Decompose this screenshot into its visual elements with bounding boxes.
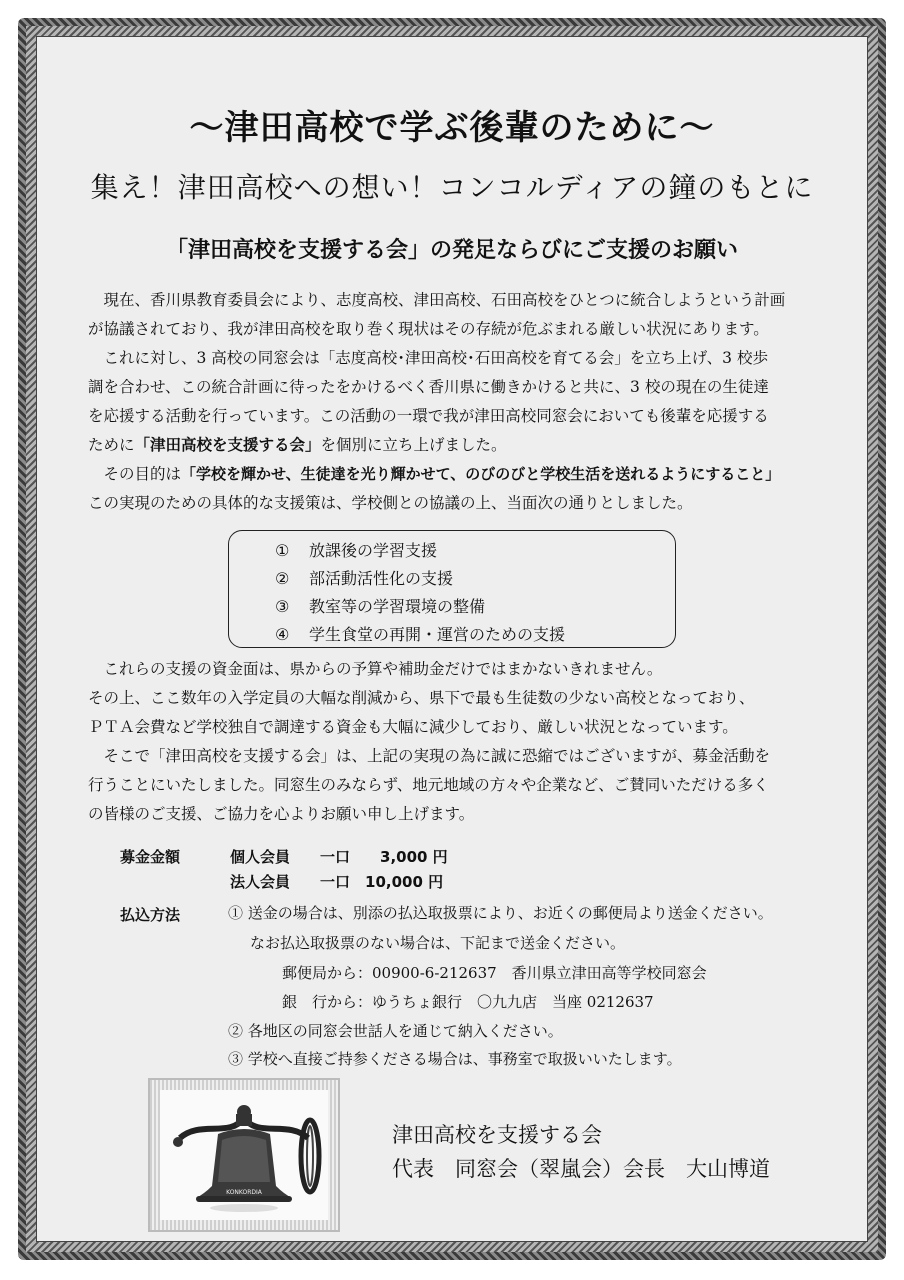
text-line: これらの支援の資金面は、県からの予算や補助金だけではまかないきれません。	[88, 660, 663, 678]
text-segment: を個別に立ち上げました。	[320, 436, 507, 454]
individual-member-fee: 個人会員 一口 3,000 円	[230, 848, 448, 866]
support-measures-box	[228, 530, 676, 648]
text-line: が協議されており、我が津田高校を取り巻く現状はその存続が危ぶまれる厳しい状況にあります。	[88, 320, 769, 338]
measure-number: ②	[275, 569, 290, 588]
measure-number: ④	[275, 625, 290, 644]
payment-line: ① 送金の場合は、別添の払込取扱票により、お近くの郵便局より送金ください。	[228, 904, 773, 922]
purpose-emphasis: 「学校を輝かせ、生徒達を光り輝かせて、のびのびと学校生活を送れるようにすること」	[181, 465, 781, 483]
payment-label: 払込方法	[120, 906, 181, 924]
measure-item	[275, 537, 675, 565]
payment-line: なお払込取扱票のない場合は、下記まで送金ください。	[250, 934, 626, 952]
text-line: 調を合わせ、この統合計画に待ったをかけるべく香川県に働きかけると共に、3 校の現在の生徒達	[88, 378, 769, 396]
text-line: 行うことにいたしました。同窓生のみならず、地元地域の方々や企業など、ご賛同いただける多く	[88, 776, 769, 794]
measure-item	[275, 565, 675, 593]
bell-photo	[160, 1090, 328, 1220]
document-subtitle: 集え！津田高校への想い！コンコルディアの鐘のもとに	[90, 171, 814, 204]
document-title: ～津田高校で学ぶ後輩のために～	[189, 108, 715, 148]
measure-text: 学生食堂の再開・運営のための支援	[309, 625, 566, 644]
payment-line: ② 各地区の同窓会世話人を通じて納入ください。	[228, 1022, 563, 1040]
intro-paragraph	[88, 286, 828, 518]
text-line	[88, 431, 828, 460]
representative-name: 代表 同窓会（翠嵐会）会長 大山博道	[392, 1157, 770, 1181]
bell-photo-frame	[148, 1078, 340, 1232]
postal-account-line: 郵便局から：00900-6-212637 香川県立津田高等学校同窓会	[282, 964, 707, 982]
measure-number: ①	[275, 541, 290, 560]
measure-item	[275, 593, 675, 621]
measure-number: ③	[275, 597, 290, 616]
measure-text: 教室等の学習環境の整備	[309, 597, 486, 616]
text-line: を応援する活動を行っています。この活動の一環で我が津田高校同窓会においても後輩を応援する	[88, 407, 769, 425]
funding-paragraph	[88, 655, 828, 829]
text-line: この実現のための具体的な支援策は、学校側との協議の上、当面次の通りとしました。	[88, 494, 693, 512]
text-line: これに対し、3 高校の同窓会は「志度高校･津田高校･石田高校を育てる会」を立ち上げ、3 校歩	[88, 349, 768, 367]
text-segment: その目的は	[88, 465, 182, 483]
purpose-line	[88, 460, 828, 489]
organization-name: 津田高校を支援する会	[392, 1123, 602, 1147]
measure-text: 放課後の学習支援	[309, 541, 438, 560]
measure-item	[275, 621, 675, 649]
section-heading: 「津田高校を支援する会」の発足ならびにご支援のお願い	[165, 238, 738, 263]
text-line: その上、ここ数年の入学定員の大幅な削減から、県下で最も生徒数の少ない高校となっており、	[88, 689, 755, 707]
concordia-bell-icon	[160, 1090, 328, 1220]
text-segment: ために	[88, 436, 135, 454]
org-name-emphasis: 「津田高校を支援する会」	[134, 436, 321, 454]
measure-text: 部活動活性化の支援	[309, 569, 454, 588]
corporate-member-fee: 法人会員 一口 10,000 円	[230, 873, 444, 891]
bank-account-line: 銀 行から：ゆうちょ銀行 〇九九店 当座 0212637	[282, 993, 654, 1011]
text-line: の皆様のご支援、ご協力を心よりお願い申し上げます。	[88, 805, 475, 823]
text-line: 現在、香川県教育委員会により、志度高校、津田高校、石田高校をひとつに統合しようという計画	[88, 291, 786, 309]
text-line: そこで「津田高校を支援する会」は、上記の実現の為に誠に恐縮ではございますが、募金活動を	[88, 747, 771, 765]
organization-signature	[392, 1118, 770, 1186]
payment-line: ③ 学校へ直接ご持参くださる場合は、事務室で取扱いいたします。	[228, 1050, 682, 1068]
text-line: ＰＴＡ会費など学校独自で調達する資金も大幅に減少しており、厳しい状況となっています。	[88, 718, 738, 736]
bell-inscription: KONKORDIA	[226, 1189, 262, 1196]
donation-label: 募金金額	[120, 848, 181, 866]
